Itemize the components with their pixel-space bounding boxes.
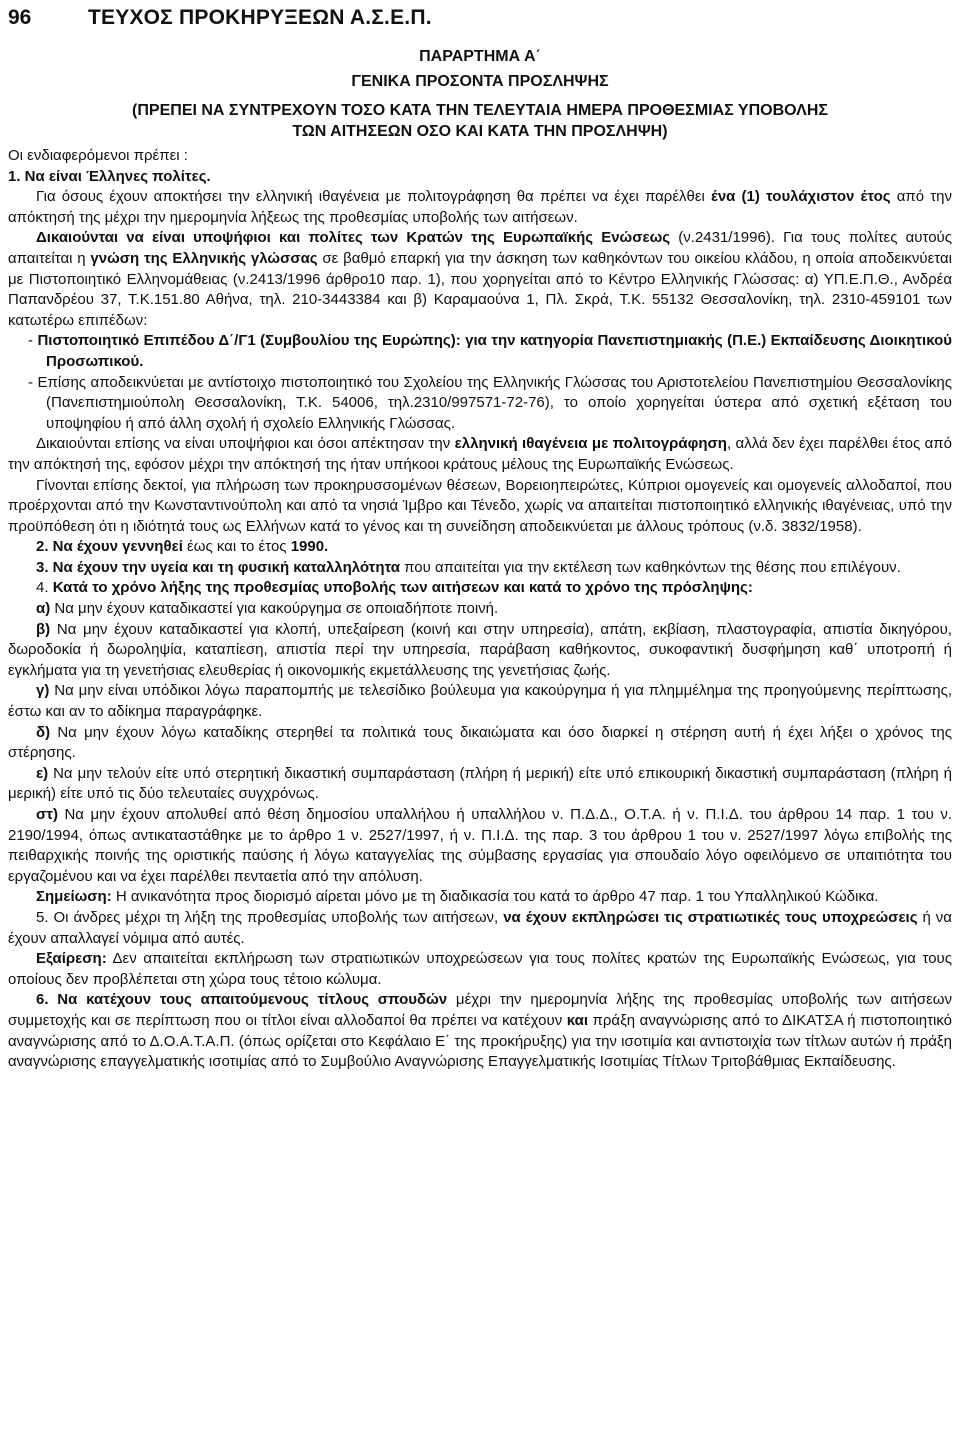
section-6: 6. Να κατέχουν τους απαιτούμενους τίτλους σπουδών μέχρι την ημερομηνία λήξης της προθεσμίας υποβολής των αιτήσεων συμμετοχής και σε περίπτωση που οι τίτλοι είναι αλλοδαποί θα πρέπει να κατέχουν και πράξη αναγνώρισης από το ΔΙΚΑΤΣΑ ή πιστοποιητικό αναγνώρισης από το Δ.Ο.Α.Τ.Α.Π. (όπως ορίζεται στο Κεφάλαιο Ε΄ της προκήρυξης) για την ισοτιμία και αντιστοιχία των τίτλων αυτών ή πράξη αναγνώρισης επαγγελματικής ισοτιμίας από το Συμβούλιο Αναγνώρισης Επαγγελματικής Ισοτιμίας Τίτλων Τριτοβάθμιας Εκπαίδευσης. [8, 991, 952, 1071]
section-4-heading: 4. Κατά το χρόνο λήξης της προθεσμίας υποβολής των αιτήσεων και κατά το χρόνο της πρόσληψης: [36, 579, 753, 597]
page-number: 96 [8, 6, 32, 29]
annex-subtitle-line-2: ΤΩΝ ΑΙΤΗΣΕΩΝ ΟΣΟ ΚΑΙ ΚΑΤΑ ΤΗΝ ΠΡΟΣΛΗΨΗ) [292, 123, 668, 140]
section-4-item-gamma: γ) Να μην είναι υπόδικοι λόγω παραπομπής με τελεσίδικο βούλευμα για κακούργημα ή για πλημμέλημα της προηγούμενης περίπτωσης, έστω και αν το αδίκημα παραγράφηκε. [8, 682, 952, 721]
section-5: 5. Οι άνδρες μέχρι τη λήξη της προθεσμίας υποβολής των αιτήσεων, να έχουν εκπληρώσει τις στρατιωτικές τους υποχρεώσεις ή να έχουν απαλλαγεί νόμιμα από αυτές. [8, 908, 952, 947]
document-body [8, 146, 952, 1073]
annex-subtitle-line-1: (ΠΡΕΠΕΙ ΝΑ ΣΥΝΤΡΕΧΟΥΝ ΤΟΣΟ ΚΑΤΑ ΤΗΝ ΤΕΛΕΥΤΑΙΑ ΗΜΕΡΑ ΠΡΟΘΕΣΜΙΑΣ ΥΠΟΒΟΛΗΣ [132, 102, 828, 119]
section-1-paragraph-1: Για όσους έχουν αποκτήσει την ελληνική ιθαγένεια με πολιτογράφηση θα πρέπει να έχει παρέλθει ένα (1) τουλάχιστον έτος από την απόκτησή της μέχρι την ημερομηνία λήξεως της προθεσμίας υποβολής των αιτήσεων. [8, 188, 952, 226]
section-4-item-st: στ) Να μην έχουν απολυθεί από θέση δημοσίου υπαλλήλου ή υπαλλήλου ν. Π.Δ.Δ., Ο.Τ.Α. ή ν. Π.Ι.Δ. του άρθρου 14 παρ. 1 του ν. 2190/1994, όπως αντικαταστάθηκε με το άρθρο 1 ν. 2527/1997, ή ν. Π.Ι.Δ. της παρ. 3 του άρθρου 1 του ν. 2527/1997 λόγω επιβολής της πειθαρχικής ποινής της οριστικής παύσης ή λόγω καταγγελίας της σύμβασης εργασίας για σπουδαίο λόγο οφειλόμενο σε υπαιτιότητα του εργαζομένου και να έχει παρέλθει πενταετία από την απόλυση. [8, 806, 952, 885]
section-4-item-epsilon: ε) Να μην τελούν είτε υπό στερητική δικαστική συμπαράσταση (πλήρη ή μερική) είτε υπό επικουρική δικαστική συμπαράσταση (πλήρη ή μερική) είτε υπό τις δύο τελευταίες συγχρόνως. [8, 764, 952, 803]
section-1-paragraph-4: Γίνονται επίσης δεκτοί, για πλήρωση των προκηρυσσομένων θέσεων, Βορειοηπειρώτες, Κύπριοι ομογενείς και ομογενείς αλλοδαποί, που προέρχονται από την Κωνσταντινούπολη και από τα νησιά Ίμβρο και Τένεδο, χωρίς να απαιτείται πιστοποιητικό ελληνικής ιθαγένειας, υπό την προϋπόθεση ότι η ιδιότητά τους ως Ελλήνων κατά το γένος και τη συνείδηση αποδεικνύεται με άλλους τρόπους (ν.δ. 3832/1958). [8, 476, 952, 535]
annex-subtitle [8, 100, 952, 142]
section-4-note: Σημείωση: Η ανικανότητα προς διορισμό αίρεται μόνο με τη διαδικασία του κατά το άρθρο 47 παρ. 1 του Υπαλληλικού Κώδικα. [36, 888, 879, 906]
section-5-exception: Εξαίρεση: Δεν απαιτείται εκπλήρωση των στρατιωτικών υποχρεώσεων για τους πολίτες κρατών της Ευρωπαϊκής Ενώσεως, για τους οποίους δεν προβλέπεται στη χώρα τους τέτοιο κώλυμα. [8, 950, 952, 988]
section-2: 2. Να έχουν γεννηθεί έως και το έτος 1990. [36, 538, 329, 556]
section-4-item-beta: β) Να μην έχουν καταδικαστεί για κλοπή, υπεξαίρεση (κοινή και στην υπηρεσία), απάτη, εκβίαση, πλαστογραφία, απιστία δικηγόρου, δωροδοκία ή δωροληψία, καταπίεση, απιστία περί την υπηρεσία, παράβαση καθήκοντος, συκοφαντική δυσφήμηση καθ΄ υποτροπή ή εγκλήματα για τη γενετήσιας ελευθερίας ή οικονομικής εκμετάλλευσης της γενετήσιας ζωής. [8, 620, 952, 679]
section-1-dash-item-1: - Πιστοποιητικό Επιπέδου Δ΄/Γ1 (Συμβουλίου της Ευρώπης): για την κατηγορία Πανεπιστημιακής (Π.Ε.) Εκπαίδευσης Διοικητικού Προσωπικού. [28, 332, 952, 370]
section-4-item-alpha: α) Να μην έχουν καταδικαστεί για κακούργημα σε οποιαδήποτε ποινή. [36, 600, 499, 618]
section-1-paragraph-3: Δικαιούνται επίσης να είναι υποψήφιοι και όσοι απέκτησαν την ελληνική ιθαγένεια με πολιτογράφηση, αλλά δεν έχει παρέλθει έτος από την απόκτησή της, εφόσον μέχρι την απόκτησή της ήταν υπήκοοι κράτους μέλους της Ευρωπαϊκής Ενώσεως. [8, 435, 952, 473]
intro-line: Οι ενδιαφερόμενοι πρέπει : [8, 147, 188, 164]
page-header [8, 6, 952, 36]
section-3: 3. Να έχουν την υγεία και τη φυσική καταλληλότητα που απαιτείται για την εκτέλεση των καθηκόντων της θέσης που επιλέγουν. [36, 558, 901, 576]
section-1-paragraph-2: Δικαιούνται να είναι υποψήφιοι και πολίτες των Κρατών της Ευρωπαϊκής Ενώσεως (ν.2431/1996). Για τους πολίτες αυτούς απαιτείται η γνώση της Ελληνικής γλώσσας σε βαθμό επαρκή για την άσκηση των καθηκόντων του οικείου κλάδου, η οποία αποδεικνύεται με Πιστοποιητικό Ελληνομάθειας (ν.2413/1996 άρθρο10 παρ. 1), που χορηγείται από το Κέντρο Ελληνικής Γλώσσας: α) ΥΠ.Ε.Π.Θ., Ανδρέα Παπανδρέου 37, Τ.Κ.151.80 Αθήνα, τηλ. 210-3443384 και β) Καραμαούνα 1, Πλ. Σκρά, Τ.Κ. 55132 Θεσσαλονίκη, τηλ. 2310-459101 των κατωτέρω επιπέδων: [8, 229, 953, 329]
section-1-heading: 1. Να είναι Έλληνες πολίτες. [8, 167, 211, 185]
annex-title: ΓΕΝΙΚΑ ΠΡΟΣΟΝΤΑ ΠΡΟΣΛΗΨΗΣ [351, 73, 609, 90]
journal-title: ΤΕΥΧΟΣ ΠΡΟΚΗΡΥΞΕΩΝ Α.Σ.Ε.Π. [88, 6, 432, 29]
section-4-item-delta: δ) Να μην έχουν λόγω καταδίκης στερηθεί τα πολιτικά τους δικαιώματα και όσο διαρκεί η στέρηση αυτή ή έχει λήξει ο χρόνος της στέρησης. [8, 723, 952, 762]
section-1-dash-item-2: - Επίσης αποδεικνύεται με αντίστοιχο πιστοποιητικό του Σχολείου της Ελληνικής Γλώσσας του Αριστοτελείου Πανεπιστημίου Θεσσαλονίκης (Πανεπιστημιούπολη Θεσσαλονίκη, Τ.Κ. 54006, τηλ.2310/997571-72-76), το οποίο χορηγείται ύστερα από σχετική εξέταση του υποψηφίου ή από άλλη σχολή ή σχολείο Ελληνικής Γλώσσας. [28, 373, 952, 432]
annex-label: ΠΑΡΑΡΤΗΜΑ Α΄ [419, 48, 541, 65]
